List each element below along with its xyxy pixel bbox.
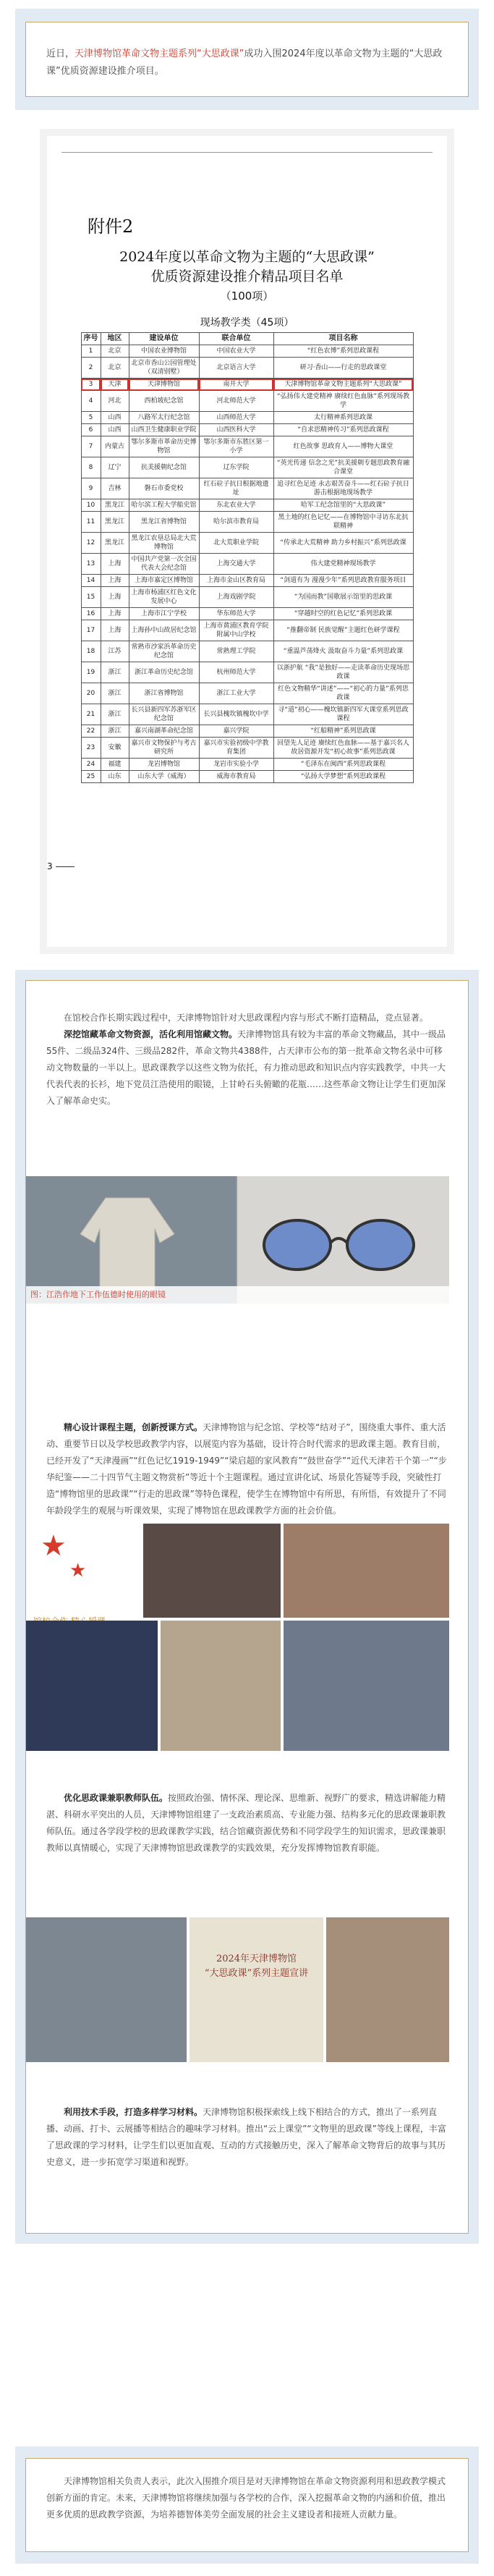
cell-project: 黑土地的红色记忆——在博物馆中寻访东北抗联精神: [273, 512, 413, 533]
table-row: [81, 641, 413, 662]
cell-region: 浙江: [101, 662, 129, 683]
cell-builder: 龙岩博物馆: [129, 759, 199, 771]
cell-project: 追寻红色足迹 永志艰苦奋斗——红石砬子抗日游击根据地现场教学: [273, 478, 413, 499]
document-title: [61, 248, 433, 287]
star-icon-small: ★: [69, 1560, 87, 1582]
cell-project: 天津博物馆革命文物主题系列“大思政课”: [273, 379, 413, 391]
cell-builder: 哈尔滨工程大学船史馆: [129, 499, 199, 512]
paragraph-courses-lead: 精心设计课程主题，创新授课方式。: [64, 1422, 203, 1432]
cell-index: 25: [81, 771, 101, 783]
cell-partner: 河北师范大学: [199, 391, 273, 412]
cell-partner: 上海市黄浦区教育学院附属中山学校: [199, 620, 273, 641]
cell-partner: 红石砬子抗日根据地遗址: [199, 478, 273, 499]
intro-card: [15, 9, 479, 110]
table-row: [81, 358, 413, 379]
paragraph-tech: [46, 2104, 448, 2171]
cell-region: 天津: [101, 379, 129, 391]
cell-builder: 黑龙江省博物馆: [129, 512, 199, 533]
cell-partner: 常熟理工学院: [199, 641, 273, 662]
table-row: [81, 575, 413, 587]
paragraph-teachers-body: 按照政治强、情怀深、理论深、思维新、视野广的要求，精选讲解能力精湛、科研水平突出的人员，天津博物馆组建了一支政治素质高、专业能力强、结构多元化的思政课兼职教师队伍。通过各学段学校的思政课教学实践，结合馆藏资源优势和不同学段学生的知识需求，思政课兼职教师以真情暖心，实现了天津博物馆思政课教学的实践效果，充分发挥博物馆教育职能。: [46, 1793, 446, 1853]
cell-index: 8: [81, 457, 101, 478]
cell-project: 研习·香山——行走的思政课堂: [273, 358, 413, 379]
header-index: 序号: [81, 333, 101, 345]
cell-builder: 八路军太行纪念馆: [129, 412, 199, 424]
cell-partner: 嘉兴学院: [199, 725, 273, 738]
cell-builder: 山东大学（威海）: [129, 771, 199, 783]
table-row: [81, 379, 413, 391]
cell-region: 北京: [101, 345, 129, 358]
document-title-line1: 2024年度以革命文物为主题的“大思政课”: [119, 249, 375, 265]
cell-partner: 哈尔滨市教育局: [199, 512, 273, 533]
photo-artifacts: [26, 1176, 449, 1304]
table-row: [81, 608, 413, 620]
paragraph-courses-body: 天津博物馆与纪念馆、学校等“结对子”，围绕重大事件、重大活动、重要节日以及学校思政教学内容，以展览内容为基础，设计符合时代需求的思政课主题。教育目前，已经开发了“天津漫画”“红色记忆1919-1949”“梁启超的家风教育”“鼓世奋学”“近代天津若干个第一”“步华纪鉴——二十四节气主题文物赏析”等近十个主题课程。通过宣讲化试、场景化答疑等手段，突破性打造“博物馆里的思政课”“行走的思政课”等特色课程，使学生在博物馆中有所思，有所悟，有效提升了不同年龄段学生的观展与听课效果，实现了博物馆在思政课教学方面的社会价值。: [46, 1422, 447, 1516]
cell-partner: 华东师范大学: [199, 608, 273, 620]
cell-index: 1: [81, 345, 101, 358]
document-sheet: [47, 136, 447, 947]
cell-project: 太行精神系列思政课: [273, 412, 413, 424]
photo-artifacts-caption: 图：江浩作地下工作伍德时使用的眼镜: [26, 1286, 449, 1304]
cell-project: “自求思精神传习”系列思政课程: [273, 424, 413, 436]
cell-builder: 长兴县新四军苏浙军区纪念馆: [129, 704, 199, 725]
cell-index: 20: [81, 683, 101, 704]
cell-region: 黑龙江: [101, 499, 129, 512]
cell-partner: 龙岩市实验小学: [199, 759, 273, 771]
cell-partner: 嘉兴市实验初级中学教育集团: [199, 738, 273, 759]
cell-index: 18: [81, 641, 101, 662]
cell-builder: 上海市杨浦区红色文化发展中心: [129, 587, 199, 608]
cell-project: 红色故事 思政育人——博物大课堂: [273, 436, 413, 457]
cell-region: 上海: [101, 575, 129, 587]
paragraph-teachers: [46, 1790, 448, 1857]
cell-partner: 上海市金山区教育局: [199, 575, 273, 587]
cell-project: 哈军工纪念馆里的“大思政课”: [273, 499, 413, 512]
banner-line2: “大思政课”系列主题宣讲: [204, 1968, 309, 1979]
document-top-rule: [61, 152, 433, 153]
cell-builder: 黑龙江农垦总局北大荒博物馆: [129, 533, 199, 554]
cell-region: 河北: [101, 391, 129, 412]
cell-partner: 上海交通大学: [199, 554, 273, 575]
cell-index: 14: [81, 575, 101, 587]
cell-region: 山西: [101, 424, 129, 436]
cell-index: 2: [81, 358, 101, 379]
cell-project: “传承北大荒精神 助力乡村振兴”系列思政课: [273, 533, 413, 554]
article-body: [25, 980, 469, 2234]
cell-project: 伟大建党精神现场教学: [273, 554, 413, 575]
table-row: [81, 662, 413, 683]
table-row: [81, 436, 413, 457]
cell-index: 5: [81, 412, 101, 424]
cell-partner: 长兴县槐坎镇槐坎中学: [199, 704, 273, 725]
paragraph-courses: [46, 1419, 448, 1519]
cell-partner: 中国农业大学: [199, 345, 273, 358]
cell-region: 浙江: [101, 683, 129, 704]
cell-partner: 山西医科大学: [199, 424, 273, 436]
cell-region: 山东: [101, 771, 129, 783]
cell-partner: 上海戏剧学院: [199, 587, 273, 608]
cell-project: 回望先人足迹 赓续红色血脉——基于嘉兴名人故居资源开发“初心故事”系列思政课: [273, 738, 413, 759]
document-frame: [40, 129, 454, 954]
cell-partner: 山西师范大学: [199, 412, 273, 424]
cell-builder: 上海孙中山故居纪念馆: [129, 620, 199, 641]
table-row: [81, 533, 413, 554]
cell-region: 江苏: [101, 641, 129, 662]
cell-index: 12: [81, 533, 101, 554]
table-row: [81, 771, 413, 783]
cell-region: 内蒙古: [101, 436, 129, 457]
table-row: [81, 391, 413, 412]
cell-partner: 北大荒职业学院: [199, 533, 273, 554]
cell-partner: 东北农业大学: [199, 499, 273, 512]
cell-builder: 鄂尔多斯市革命历史博物馆: [129, 436, 199, 457]
paragraph-teachers-lead: 优化思政课兼职教师队伍。: [64, 1793, 169, 1803]
cell-index: 3: [81, 379, 101, 391]
photo-presenter: [326, 1917, 449, 2062]
cell-builder: 浙江革命历史纪念馆: [129, 662, 199, 683]
cell-builder: 嘉兴南湖革命纪念馆: [129, 725, 199, 738]
table-row: [81, 424, 413, 436]
annex-label: 附件2: [88, 216, 134, 237]
photo-audience: [26, 1621, 158, 1751]
cell-builder: 常熟市沙家浜革命历史纪念馆: [129, 641, 199, 662]
cell-index: 11: [81, 512, 101, 533]
cell-region: 黑龙江: [101, 533, 129, 554]
cell-index: 17: [81, 620, 101, 641]
table-row: [81, 759, 413, 771]
photo-banner: [189, 1917, 323, 2062]
table-row: [81, 412, 413, 424]
cell-index: 21: [81, 704, 101, 725]
cell-builder: 磐石市委党校: [129, 478, 199, 499]
cell-partner: 北京语言大学: [199, 358, 273, 379]
header-partner: 联合单位: [199, 333, 273, 345]
cell-index: 24: [81, 759, 101, 771]
cell-region: 福建: [101, 759, 129, 771]
cell-project: “弘扬伟大建党精神 赓续红色血脉”系列现场教学: [273, 391, 413, 412]
photo-children: [161, 1621, 281, 1751]
table-row: [81, 620, 413, 641]
article-card: [15, 970, 479, 2244]
header-project: 项目名称: [273, 333, 413, 345]
cell-project: 红色文物精华“讲述”——“初心的力量”系列思政课: [273, 683, 413, 704]
document-count: （100项）: [220, 290, 274, 303]
cell-project: “穿越时空的红色记忆”系列思政课: [273, 608, 413, 620]
project-table: [81, 332, 414, 783]
cell-region: 上海: [101, 620, 129, 641]
cell-builder: 上海市嘉定区博物馆: [129, 575, 199, 587]
cell-project: “重温芦荡烽火 汲取奋斗力量”系列思政课: [273, 641, 413, 662]
cell-region: 北京: [101, 358, 129, 379]
table-row: [81, 587, 413, 608]
table-caption: 现场教学类（45项）: [200, 317, 294, 329]
cell-index: 22: [81, 725, 101, 738]
cell-builder: 抗美援朝纪念馆: [129, 457, 199, 478]
intro-highlight: 天津博物馆革命文物主题系列“大思政课”: [74, 48, 244, 59]
cell-project: “剑道有为 漫漫少年”系列思政教育服务项目: [273, 575, 413, 587]
document-title-line2: 优质资源建设推介精品项目名单: [150, 269, 344, 284]
cell-project: “红船精神”系列思政课: [273, 725, 413, 738]
paragraph-resources-lead: 深挖馆藏革命文物资源，活化利用馆藏文物。: [64, 1029, 238, 1039]
cell-index: 4: [81, 391, 101, 412]
cell-index: 7: [81, 436, 101, 457]
cell-partner: 鄂尔多斯市东胜区第一小学: [199, 436, 273, 457]
paragraph-intro: 在馆校合作长期实践过程中，天津博物馆针对大思政课程内容与形式不断打造精品，竞点显著。: [64, 1013, 429, 1023]
table-header-row: [81, 333, 413, 345]
cell-builder: 北京市香山公园管理处（双清别墅）: [129, 358, 199, 379]
cell-project: “红色农博”系列思政课程: [273, 345, 413, 358]
paragraph-tech-lead: 利用技术手段，打造多样学习材料。: [64, 2107, 203, 2117]
table-row: [81, 512, 413, 533]
intro-suffix: 成功入围2024年度以革命文物为主题的“大思政课”优质资源建设推介项目。: [46, 48, 443, 77]
cell-partner: 南开大学: [199, 379, 273, 391]
cell-builder: 中国共产党第一次全国代表大会纪念馆: [129, 554, 199, 575]
header-region: 地区: [101, 333, 129, 345]
cell-builder: 天津博物馆: [129, 379, 199, 391]
photo-students: [284, 1621, 449, 1751]
cell-index: 9: [81, 478, 101, 499]
cell-project: “弘扬大学梦想”系列思政课程: [273, 771, 413, 783]
cell-project: “推翻帝制 民族觉醒”主题红色研学课程: [273, 620, 413, 641]
cell-project: “毛泽东在闽西”系列思政课程: [273, 759, 413, 771]
table-row: [81, 704, 413, 725]
page-number: 3: [47, 861, 74, 871]
header-builder: 建设单位: [129, 333, 199, 345]
photo-classroom: [284, 1524, 449, 1618]
cell-index: 19: [81, 662, 101, 683]
cell-index: 23: [81, 738, 101, 759]
closing-card: [15, 2446, 479, 2564]
paragraph-resources: [46, 1026, 448, 1110]
cell-project: 寻“道”初心——槐坎镇新四军大课堂系列思政课程: [273, 704, 413, 725]
intro-text: [25, 22, 469, 97]
cell-builder: 中国农业博物馆: [129, 345, 199, 358]
cell-region: 上海: [101, 608, 129, 620]
cell-builder: 西柏坡纪念馆: [129, 391, 199, 412]
star-icon: ★: [41, 1529, 67, 1563]
cell-index: 10: [81, 499, 101, 512]
cell-region: 吉林: [101, 478, 129, 499]
cell-region: 山西: [101, 412, 129, 424]
cell-project: “为国而教”国歌展示馆里的思政课: [273, 587, 413, 608]
cell-project: “英光传递 信念之光”抗美援朝专题思政教育融合课堂: [273, 457, 413, 478]
cell-project: 以浙护航 “我”是独好——走读革命历史现场思政课: [273, 662, 413, 683]
paragraph-resources-body: 天津博物馆具有较为丰富的革命文物藏品，其中一级品55件、二级品324件、三级品282件，革命文物共4388件，占天津市公布的第一批革命文物名录中可移动文物数量的一半以上。思政课教学以这些文物为依托，有力推动思政和知识点内容实践教学，中共一大代表代表的长衫，地下党员江浩使用的眼镜，上甘岭石头俯瞰的花瓶……这些革命文物让让学生们更加深入了解革命史实。: [46, 1029, 446, 1106]
cell-region: 辽宁: [101, 457, 129, 478]
cell-partner: 辽东学院: [199, 457, 273, 478]
cell-partner: 杭州师范大学: [199, 662, 273, 683]
cell-builder: 上海市江宁学校: [129, 608, 199, 620]
table-row: [81, 554, 413, 575]
cell-region: 浙江: [101, 725, 129, 738]
banner-line1: 2024年天津博物馆: [216, 1954, 297, 1964]
table-row: [81, 345, 413, 358]
cell-region: 上海: [101, 554, 129, 575]
paragraph-tech-body: 天津博物馆积极探索线上线下相结合的方式，推出了一系列直播、动画、打卡、云展播等相结合的趣味学习材料。推出“云上课堂”“文物里的思政课”等线上课程，丰富了思政课的学习材料，让学生们以更加直观、互动的方式接触历史，深入了解革命文物背后的故事与其历史意义，进一步拓宽学习渠道和视野。: [46, 2107, 446, 2167]
table-row: [81, 683, 413, 704]
photo-lecture-hall: [143, 1524, 281, 1618]
cell-region: 浙江: [101, 704, 129, 725]
cell-builder: 浙江省博物馆: [129, 683, 199, 704]
cell-region: 黑龙江: [101, 512, 129, 533]
closing-text: 天津博物馆相关负责人表示，此次入围推介项目是对天津博物馆在革命文物资源利用和思政教学模式创新方面的肯定。未来，天津博物馆将继续加强与各学校的合作，深入挖掘革命文物的内涵和价值，推出更多优质的思政教学资源，为培养德智体美劳全面发展的社会主义建设者和接班人贡献力量。: [25, 2458, 469, 2552]
cell-partner: 威海市教育局: [199, 771, 273, 783]
table-row: [81, 499, 413, 512]
cell-index: 15: [81, 587, 101, 608]
cell-builder: 山西卫生健康职业学院: [129, 424, 199, 436]
photo-lecture: [26, 1917, 187, 2062]
cell-builder: 嘉兴市文物保护与考古研究所: [129, 738, 199, 759]
cell-region: 上海: [101, 587, 129, 608]
cell-index: 13: [81, 554, 101, 575]
table-row: [81, 478, 413, 499]
cell-region: 安徽: [101, 738, 129, 759]
intro-prefix: 近日，: [46, 48, 75, 59]
table-row: [81, 725, 413, 738]
cell-partner: 浙江工业大学: [199, 683, 273, 704]
table-row: [81, 457, 413, 478]
cell-index: 6: [81, 424, 101, 436]
cell-index: 16: [81, 608, 101, 620]
table-row: [81, 738, 413, 759]
